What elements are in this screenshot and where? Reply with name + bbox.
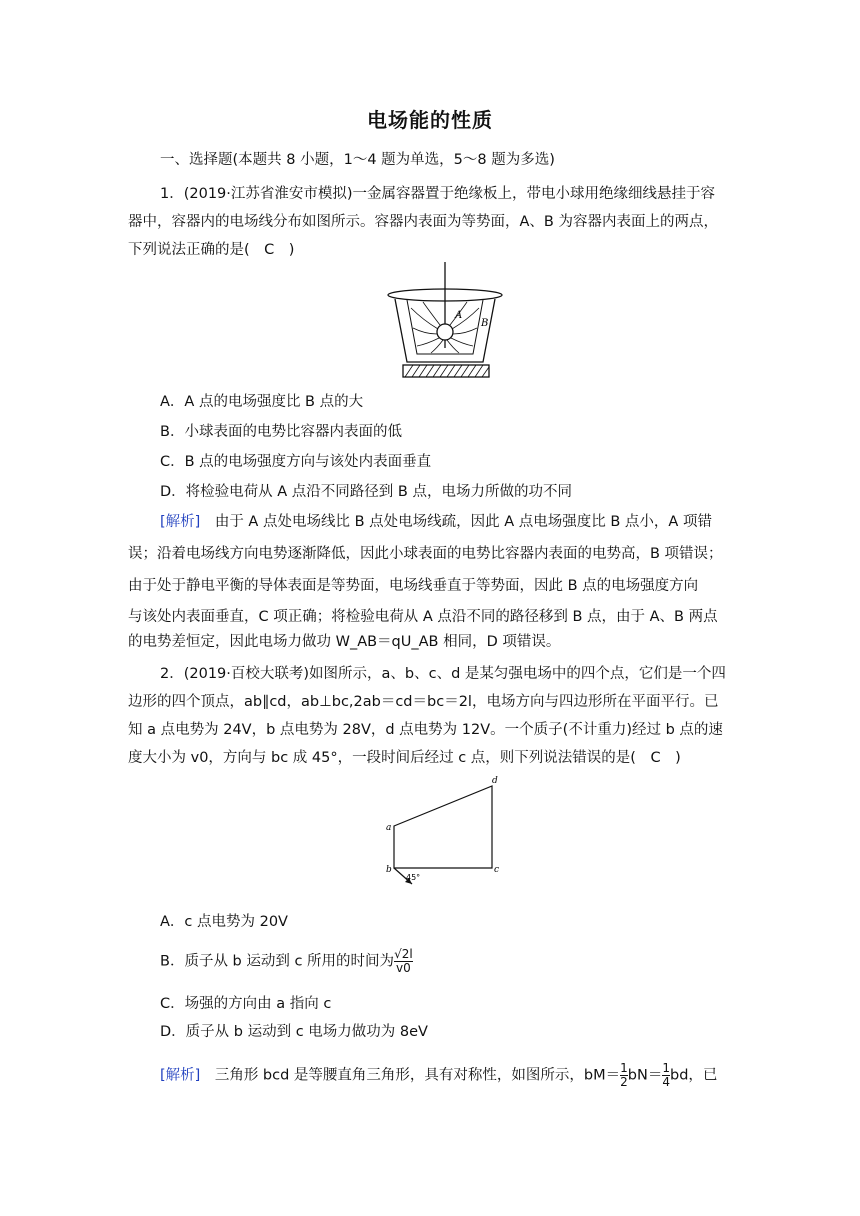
q1-option-c: C．B 点的电场强度方向与该处内表面垂直	[160, 454, 432, 470]
fraction: $\frac{√2l}{v0}$	[394, 947, 413, 975]
q1-stem-line3: 下列说法正确的是( C )	[128, 242, 295, 258]
q1-option-a: A．A 点的电场强度比 B 点的大	[160, 394, 364, 410]
q1-analysis-line3: 由于处于静电平衡的导体表面是等势面，电场线垂直于等势面，因此 B 点的电场强度方向	[128, 578, 699, 594]
q1-analysis-line1: [解析] 由于 A 点处电场线比 B 点处电场线疏，因此 A 点电场强度比 B 点小，A 项错	[160, 514, 712, 530]
q2-analysis-line1: [解析] 三角形 bcd 是等腰直角三角形，具有对称性，如图所示，bM＝ $\frac{1}{2}$ bN＝ $\frac{1}{4}$ bd，已	[160, 1061, 718, 1089]
q1-stem-line1: 1．(2019·江苏省淮安市模拟)一金属容器置于绝缘板上，带电小球用绝缘细线悬挂于容	[160, 186, 716, 202]
label-b: b	[386, 865, 392, 875]
q2-option-a: A．c 点电势为 20V	[160, 914, 288, 930]
fraction: $\frac{1}{4}$	[662, 1061, 670, 1089]
analysis-tag: [解析]	[160, 1067, 201, 1084]
q2-option-d: D．质子从 b 运动到 c 电场力做功为 8eV	[160, 1024, 428, 1040]
q1-stem-line2: 器中，容器内的电场线分布如图所示。容器内表面为等势面，A、B 为容器内表面上的两点，	[128, 214, 718, 230]
section-heading: 一、选择题(本题共 8 小题，1～4 题为单选，5～8 题为多选)	[160, 152, 555, 168]
label-d: d	[492, 776, 498, 786]
q1-option-d: D．将检验电荷从 A 点沿不同路径到 B 点，电场力所做的功不同	[160, 484, 572, 500]
q2-option-c: C．场强的方向由 a 指向 c	[160, 996, 332, 1012]
q1-container-figure	[385, 262, 515, 380]
q2-stem-line1: 2．(2019·百校大联考)如图所示，a、b、c、d 是某匀强电场中的四个点，它们是一个四	[160, 666, 726, 682]
q1-analysis-line5: 的电势差恒定，因此电场力做功 W_AB＝qU_AB 相同，D 项错误。	[128, 634, 561, 650]
q1-analysis-line4: 与该处内表面垂直，C 项正确；将检验电荷从 A 点沿不同的路径移到 B 点，由于 A、B 两点	[128, 609, 718, 625]
q2-stem-line2: 边形的四个顶点，ab∥cd，ab⊥bc,2ab＝cd＝bc＝2l，电场方向与四边形所在平面平行。已	[128, 694, 719, 710]
q2-stem-line3: 知 a 点电势为 24V，b 点电势为 28V，d 点电势为 12V。一个质子(不计重力)经过 b 点的速	[128, 722, 723, 738]
q1-option-b: B．小球表面的电势比容器内表面的低	[160, 424, 402, 440]
q2-option-b: B．质子从 b 运动到 c 所用的时间为 $\frac{√2l}{v0}$	[160, 947, 413, 975]
label-angle: 45°	[406, 873, 421, 882]
label-a: a	[386, 823, 392, 833]
label-c: c	[494, 865, 500, 875]
q1-analysis-line2: 误；沿着电场线方向电势逐渐降低，因此小球表面的电势比容器内表面的电势高，B 项错误；	[128, 546, 723, 562]
page-title: 电场能的性质	[367, 108, 493, 132]
analysis-tag: [解析]	[160, 514, 201, 530]
label-B: B	[481, 318, 489, 329]
q2-stem-line4: 度大小为 v0，方向与 bc 成 45°，一段时间后经过 c 点，则下列说法错误的是( C )	[128, 750, 681, 766]
label-A: A	[455, 310, 463, 321]
q2-quadrilateral-figure	[384, 774, 504, 886]
fraction: $\frac{1}{2}$	[620, 1061, 628, 1089]
